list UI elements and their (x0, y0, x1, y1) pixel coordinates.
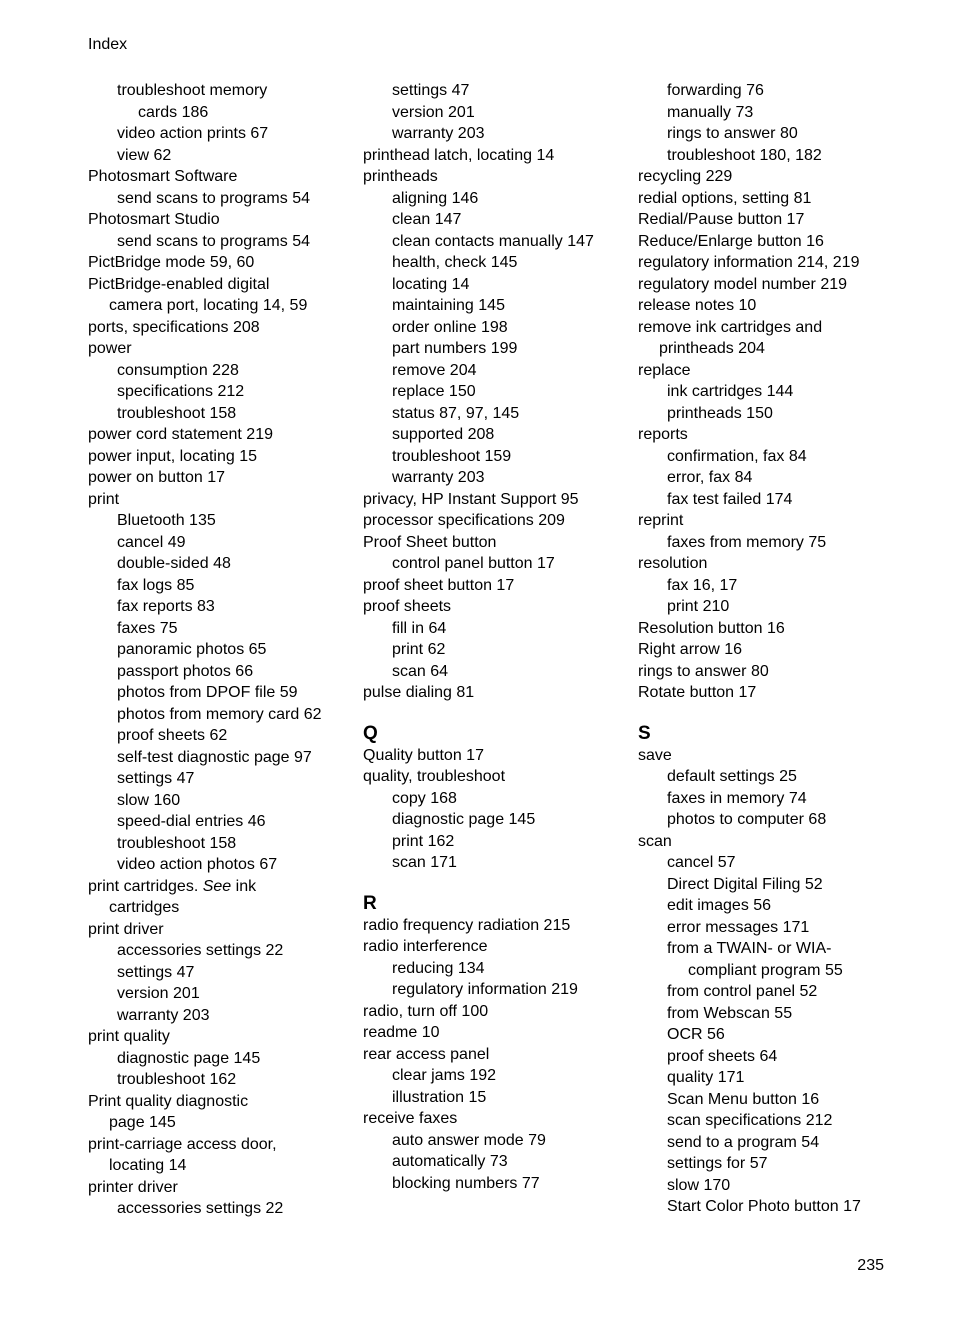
index-letter-heading: R (363, 892, 377, 914)
index-subentry: view 62 (117, 146, 172, 164)
index-subentry: faxes in memory 74 (667, 789, 807, 807)
index-entry: Photosmart Software (88, 168, 238, 185)
index-subentry: reducing 134 (392, 959, 485, 977)
index-entry: regulatory model number 219 (638, 275, 848, 293)
index-entry: receive faxes (363, 1110, 458, 1127)
index-subentry: specifications 212 (117, 383, 245, 400)
index-subentry: troubleshoot 158 (117, 834, 237, 852)
index-entry: release notes 10 (638, 297, 757, 314)
index-subentry: proof sheets 64 (667, 1047, 778, 1065)
index-entry: replace (638, 361, 691, 379)
index-subentry: passport photos 66 (117, 662, 254, 680)
index-entry: rings to answer 80 (638, 662, 769, 680)
index-column-2 (363, 80, 625, 1194)
index-entry: processor specifications 209 (363, 512, 565, 529)
entry-text: print cartridges. (88, 877, 199, 895)
index-column-1 (88, 80, 348, 1220)
index-entry: rear access panel (363, 1045, 490, 1063)
index-subentry: printheads 150 (667, 404, 773, 422)
index-subentry: locating 14 (392, 275, 470, 293)
index-subentry: error messages 171 (667, 918, 810, 936)
index-entry: print driver (88, 920, 164, 938)
index-entry: locating 14 (109, 1157, 187, 1174)
index-entry: print quality (88, 1028, 170, 1045)
index-subentry: from Webscan 55 (667, 1004, 793, 1022)
index-entry: resolution (638, 555, 708, 572)
index-subentry: manually 73 (667, 103, 754, 121)
index-subentry: warranty 203 (392, 125, 485, 142)
index-subentry: replace 150 (392, 383, 476, 400)
index-entry: Redial/Pause button 17 (638, 211, 805, 228)
index-subentry: control panel button 17 (392, 555, 555, 572)
index-entry: print-carriage access door, (88, 1135, 277, 1153)
index-subentry: quality 171 (667, 1069, 745, 1086)
index-subentry: clean contacts manually 147 (392, 232, 594, 250)
index-subentry: send scans to programs 54 (117, 232, 310, 250)
index-letter-heading: S (638, 722, 651, 744)
index-subentry: accessories settings 22 (117, 1200, 284, 1217)
index-subentry: diagnostic page 145 (392, 811, 536, 828)
index-subentry: panoramic photos 65 (117, 641, 267, 658)
index-entry: ports, specifications 208 (88, 318, 260, 336)
see-reference: See (202, 877, 232, 895)
index-subentry: troubleshoot 159 (392, 447, 512, 465)
index-entry: remove ink cartridges and (638, 318, 823, 336)
index-subentry: slow 160 (117, 791, 181, 809)
index-entry: power on button 17 (88, 469, 225, 486)
index-subentry: scan specifications 212 (667, 1112, 833, 1129)
index-entry: PictBridge mode 59, 60 (88, 254, 255, 271)
index-entry: printhead latch, locating 14 (363, 146, 555, 164)
index-subentry: settings 47 (392, 82, 470, 99)
index-subentry: status 87, 97, 145 (392, 404, 520, 422)
index-entry: proof sheet button 17 (363, 576, 515, 594)
index-subentry: photos from DPOF file 59 (117, 684, 298, 701)
index-subentry: fax logs 85 (117, 576, 195, 594)
entry-text: ink (231, 877, 257, 895)
index-entry (88, 876, 348, 898)
index-subentry: diagnostic page 145 (117, 1049, 261, 1067)
index-entry: radio interference (363, 938, 488, 955)
index-subentry: warranty 203 (392, 469, 485, 486)
index-subentry: troubleshoot 180, 182 (667, 146, 822, 164)
index-subentry: OCR 56 (667, 1026, 725, 1043)
index-subentry: from control panel 52 (667, 983, 818, 1000)
index-entry: privacy, HP Instant Support 95 (363, 490, 579, 508)
index-entry: reprint (638, 512, 684, 529)
index-subentry: version 201 (117, 985, 200, 1002)
index-subentry: video action prints 67 (117, 125, 269, 142)
index-subentry: proof sheets 62 (117, 727, 228, 744)
index-entry: printheads 204 (659, 340, 765, 357)
index-subentry: fax 16, 17 (667, 576, 738, 594)
index-subentry: edit images 56 (667, 897, 772, 914)
index-subentry: accessories settings 22 (117, 942, 284, 959)
index-subentry: cancel 57 (667, 854, 736, 871)
index-subentry: print 162 (392, 832, 455, 850)
index-subentry: warranty 203 (117, 1006, 210, 1024)
index-entry: quality, troubleshoot (363, 768, 506, 785)
index-subentry: scan 64 (392, 662, 449, 680)
index-subentry: version 201 (392, 103, 475, 121)
index-subentry: illustration 15 (392, 1088, 487, 1106)
index-subentry: maintaining 145 (392, 297, 505, 314)
index-subentry: troubleshoot 158 (117, 404, 237, 422)
index-entry: Resolution button 16 (638, 619, 785, 637)
index-entry: radio, turn off 100 (363, 1002, 489, 1020)
index-entry: redial options, setting 81 (638, 189, 812, 207)
index-subentry: self-test diagnostic page 97 (117, 748, 312, 766)
index-subentry: photos to computer 68 (667, 811, 827, 828)
index-subentry: faxes from memory 75 (667, 533, 827, 551)
index-entry: Right arrow 16 (638, 641, 743, 658)
index-entry: Reduce/Enlarge button 16 (638, 232, 824, 250)
index-entry: radio frequency radiation 215 (363, 916, 571, 934)
index-subentry: auto answer mode 79 (392, 1131, 546, 1149)
index-subentry: ink cartridges 144 (667, 383, 794, 400)
index-subentry: regulatory information 219 (392, 981, 578, 998)
index-entry: readme 10 (363, 1024, 440, 1041)
index-entry: camera port, locating 14, 59 (109, 297, 308, 314)
index-subentry: aligning 146 (392, 189, 479, 207)
index-entry: page 145 (109, 1114, 176, 1131)
index-subentry: troubleshoot memory (117, 82, 268, 99)
index-subentry: supported 208 (392, 426, 495, 443)
index-column-3 (638, 80, 928, 1218)
index-subentry: faxes 75 (117, 619, 178, 637)
index-entry: Proof Sheet button (363, 533, 497, 551)
index-subentry: fax reports 83 (117, 598, 215, 615)
index-subentry: automatically 73 (392, 1153, 508, 1170)
index-subentry: health, check 145 (392, 254, 518, 271)
index-subentry: troubleshoot 162 (117, 1071, 237, 1088)
index-entry: Photosmart Studio (88, 211, 220, 228)
page-number: 235 (857, 1257, 884, 1274)
index-subentry: cancel 49 (117, 533, 186, 551)
index-subentry: send scans to programs 54 (117, 189, 310, 207)
index-subentry: cards 186 (138, 103, 209, 121)
index-letter-heading: Q (363, 722, 378, 744)
index-subentry: send to a program 54 (667, 1133, 820, 1151)
index-subentry: Scan Menu button 16 (667, 1090, 820, 1108)
index-entry: Print quality diagnostic (88, 1092, 249, 1110)
index-entry: printheads (363, 168, 438, 185)
index-subentry: part numbers 199 (392, 340, 518, 357)
index-subentry: confirmation, fax 84 (667, 447, 807, 465)
index-subentry: forwarding 76 (667, 82, 764, 99)
index-subentry: settings 47 (117, 963, 195, 981)
index-entry: power input, locating 15 (88, 447, 257, 465)
index-entry: power (88, 340, 132, 357)
index-subentry: double-sided 48 (117, 555, 231, 572)
index-subentry: settings 47 (117, 770, 195, 787)
index-entry: Quality button 17 (363, 746, 484, 764)
index-subentry: Start Color Photo button 17 (667, 1198, 861, 1215)
index-subentry: video action photos 67 (117, 856, 278, 873)
index-subentry: settings for 57 (667, 1155, 768, 1172)
index-entry: PictBridge-enabled digital (88, 275, 270, 293)
index-entry: regulatory information 214, 219 (638, 254, 860, 271)
index-subentry: Bluetooth 135 (117, 512, 216, 529)
index-subentry: blocking numbers 77 (392, 1174, 540, 1192)
index-subentry: compliant program 55 (688, 961, 843, 979)
index-entry: scan (638, 832, 672, 850)
index-subentry: clear jams 192 (392, 1067, 497, 1084)
index-entry: proof sheets (363, 598, 452, 615)
index-subentry: order online 198 (392, 318, 508, 336)
index-subentry: photos from memory card 62 (117, 705, 322, 723)
index-subentry: consumption 228 (117, 361, 239, 379)
index-subentry: Direct Digital Filing 52 (667, 875, 823, 893)
index-subentry: clean 147 (392, 211, 462, 228)
index-subentry: from a TWAIN- or WIA- (667, 940, 832, 957)
running-header: Index (88, 36, 128, 53)
index-entry: Rotate button 17 (638, 684, 757, 701)
index-entry: pulse dialing 81 (363, 684, 475, 701)
index-subentry: print 62 (392, 641, 446, 658)
index-entry: power cord statement 219 (88, 426, 273, 443)
index-subentry: speed-dial entries 46 (117, 813, 266, 830)
index-entry: printer driver (88, 1178, 178, 1196)
index-subentry: fill in 64 (392, 619, 447, 637)
index-subentry: copy 168 (392, 789, 457, 807)
index-subentry: default settings 25 (667, 768, 797, 785)
index-entry: cartridges (109, 899, 180, 916)
index-entry: reports (638, 426, 688, 443)
index-subentry: scan 171 (392, 854, 457, 871)
index-subentry: remove 204 (392, 361, 477, 379)
index-entry: save (638, 746, 672, 764)
index-subentry: slow 170 (667, 1176, 731, 1194)
index-subentry: error, fax 84 (667, 469, 753, 486)
index-entry: recycling 229 (638, 168, 733, 185)
index-subentry: rings to answer 80 (667, 125, 798, 142)
index-entry: print (88, 490, 120, 508)
index-subentry: print 210 (667, 598, 730, 615)
index-subentry: fax test failed 174 (667, 490, 793, 508)
